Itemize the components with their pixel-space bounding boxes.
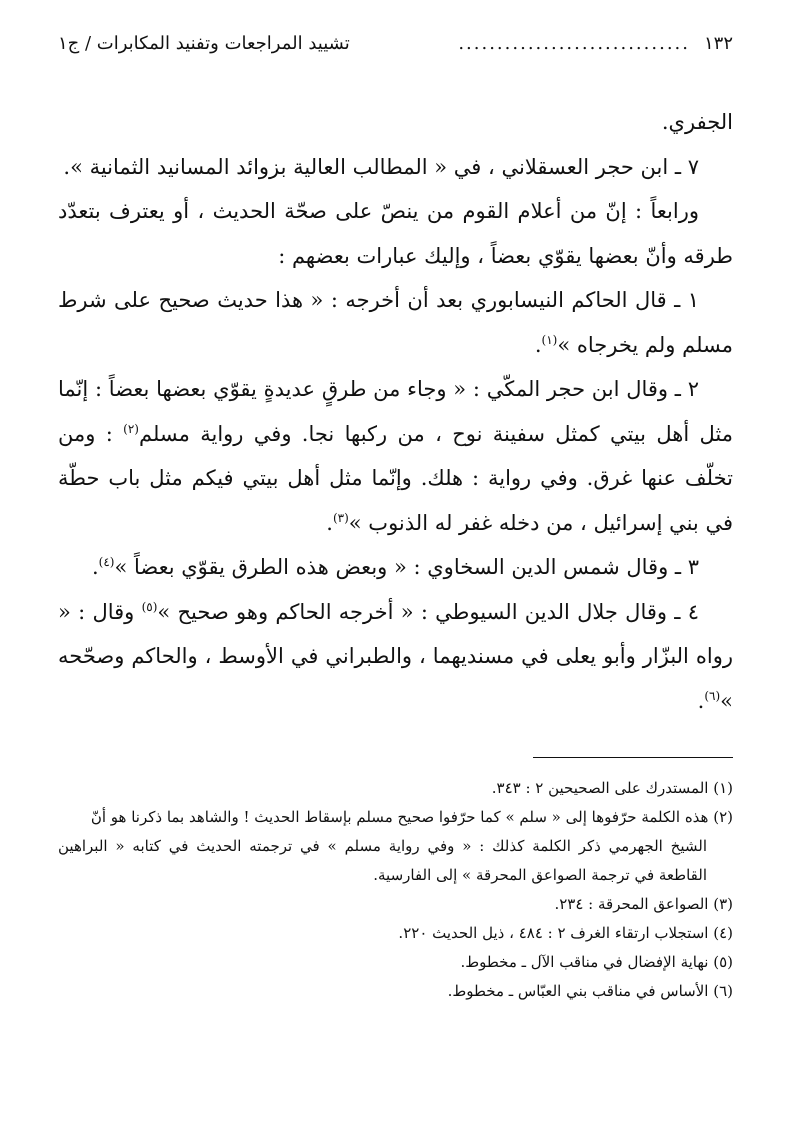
paragraph-7-text-b: وقال : « رواه البزّار وأبو يعلى في مسنديهما ، والطبراني في الأوسط ، والحاكم وصحّحه » (58, 599, 733, 713)
paragraph-1: الجفري. (661, 110, 733, 134)
paragraph-5-text-b: : ومن تخلّف عنها غرق. وفي رواية : هلك. وإنّما مثل أهل بيتي فيكم مثل باب حطّة في بني إسرائيل ، من دخله غفر له الذنوب » (58, 421, 733, 535)
main-text (58, 100, 733, 723)
paragraph-4 (58, 278, 733, 367)
paragraph-7 (58, 590, 733, 724)
footnote-ref-5: (٥) (141, 599, 158, 614)
leader-dots: .............................. (458, 33, 690, 54)
paragraph-6 (58, 545, 733, 590)
footnote-ref-1: (١) (541, 332, 558, 347)
footnote-ref-6: (٦) (704, 688, 721, 703)
paragraph-2: ٧ ـ ابن حجر العسقلاني ، في « المطالب العالية بزوائد المسانيد الثمانية ». (63, 154, 699, 179)
footnote-4: (٤) استجلاب ارتقاء الغرف ٢ : ٤٨٤ ، ذيل الحديث ٢٢٠. (398, 924, 733, 942)
footnote-ref-2: (٢) (123, 421, 139, 436)
paragraph-5-text-a: ٢ ـ وقال ابن حجر المكّي : « وجاء من طرقٍ عديدةٍ يقوّي بعضها بعضاً : إنّما مثل أهل بيتي كمثل سفينة نوح ، من ركبها نجا. وفي رواية مسلم (58, 377, 733, 446)
paragraph-3: ورابعاً : إنّ من أعلام القوم من ينصّ على صحّة الحديث ، أو يعترف بتعدّد طرقه وأنّ بعضها يقوّي بعضاً ، وإليك عبارات بعضهم : (58, 199, 733, 268)
book-title: تشييد المراجعات وتفنيد المكابرات / ج١ (58, 33, 350, 54)
footnote-5: (٥) نهاية الإفضال في مناقب الآل ـ مخطوط. (460, 953, 733, 971)
footnote-1: (١) المستدرك على الصحيحين ٢ : ٣٤٣. (491, 779, 733, 797)
footnote-6: (٦) الأساس في مناقب بني العبّاس ـ مخطوط. (447, 982, 733, 1000)
footnote-2-continued: الشيخ الجهرمي ذكر الكلمة كذلك : « وفي رواية مسلم » في ترجمته الحديث في كتابه « البراهين القاطعة في ترجمة الصواعق المحرقة » إلى الفارسية. (58, 837, 707, 884)
paragraph-4-text: ١ ـ قال الحاكم النيسابوري بعد أن أخرجه : « هذا حديث صحيح على شرط مسلم ولم يخرجاه » (58, 288, 733, 357)
page-number: ١٣٢ (703, 33, 733, 54)
paragraph-7-text-a: ٤ ـ وقال جلال الدين السيوطي : « أخرجه الحاكم وهو صحيح » (157, 599, 699, 624)
paragraph-5-end: . (326, 510, 333, 535)
paragraph-6-end: . (91, 555, 99, 579)
paragraph-6-text: ٣ ـ وقال شمس الدين السخاوي : « وبعض هذه الطرق يقوّي بعضاً » (114, 555, 699, 579)
footnote-2: (٢) هذه الكلمة حرّفوها إلى « سلم » كما حرّفوا صحيح مسلم بإسقاط الحديث ! والشاهد بما ذكرنا هو أنّ (90, 808, 733, 826)
book-page (58, 28, 733, 1006)
running-header (58, 28, 733, 60)
footnotes (58, 774, 733, 1006)
footnote-3: (٣) الصواعق المحرقة : ٢٣٤. (554, 895, 733, 913)
footnote-ref-3: (٣) (332, 510, 349, 525)
paragraph-5 (58, 367, 733, 545)
paragraph-4-end: . (534, 332, 542, 357)
footnote-ref-4: (٤) (98, 555, 115, 569)
paragraph-7-end: . (697, 688, 705, 713)
footnote-separator (533, 757, 733, 758)
